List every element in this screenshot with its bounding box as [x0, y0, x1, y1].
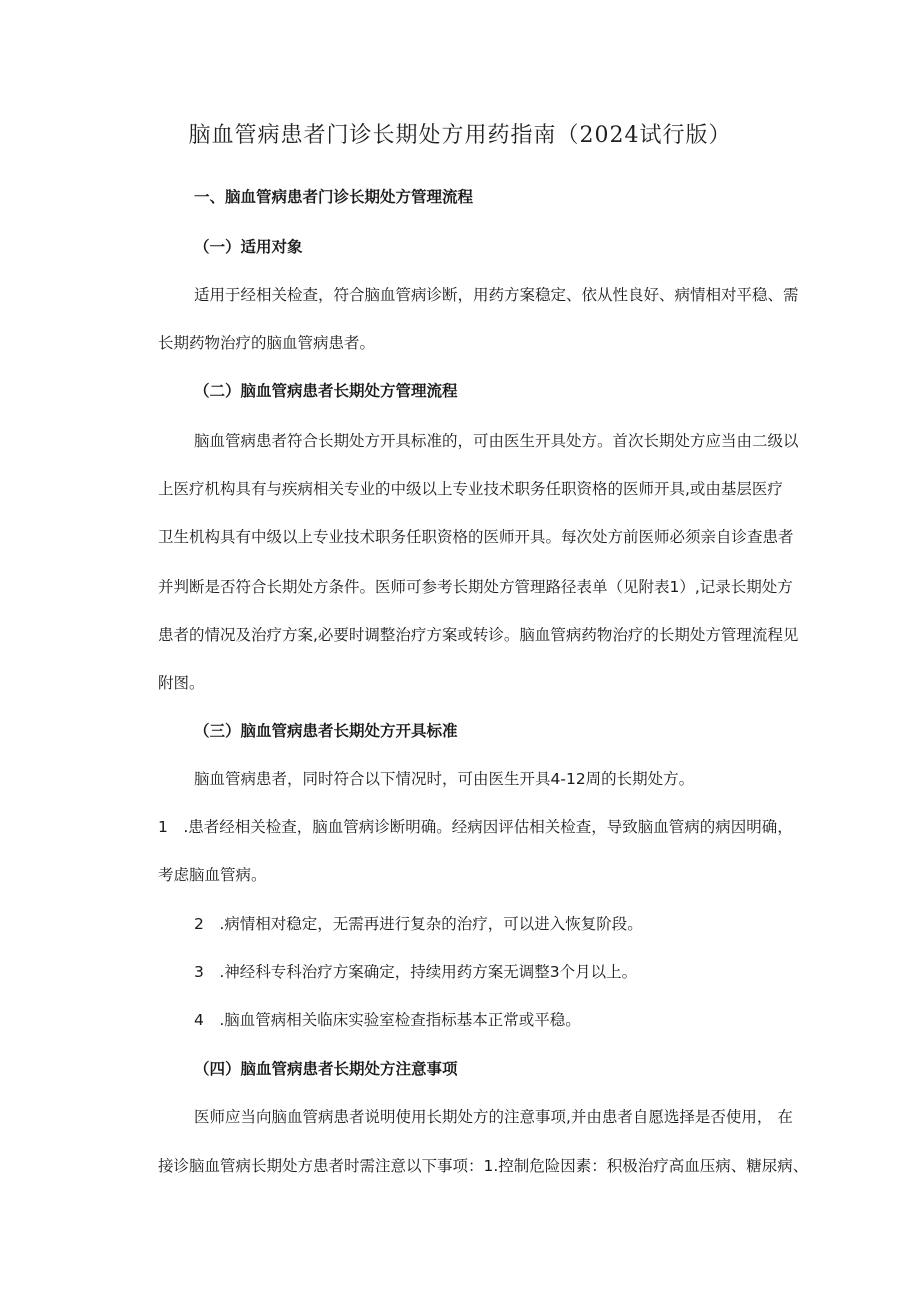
list-item-3: 3 .神经科专科治疗方案确定，持续用药方案无调整3个月以上。	[194, 963, 638, 981]
paragraph-line: 脑血管病患者符合长期处方开具标准的，可由医生开具处方。首次长期处方应当由二级以	[194, 432, 799, 450]
paragraph-line: 脑血管病患者，同时符合以下情况时，可由医生开具4-12周的长期处方。	[194, 770, 695, 788]
paragraph-line: 附图。	[158, 674, 205, 692]
list-item-1-continuation: 考虑脑血管病。	[158, 866, 267, 884]
paragraph-line: 卫生机构具有中级以上专业技术职务任职资格的医师开具。每次处方前医师必须亲自诊查患者	[158, 528, 794, 546]
paragraph-line: 长期药物治疗的脑血管病患者。	[158, 334, 376, 352]
document-title: 脑血管病患者门诊长期处方用药指南（2024试行版）	[188, 123, 732, 148]
subsection-heading-3: （三）脑血管病患者长期处方开具标准	[194, 722, 458, 740]
subsection-heading-1: （一）适用对象	[194, 238, 303, 256]
subsection-heading-4: （四）脑血管病患者长期处方注意事项	[194, 1060, 458, 1078]
paragraph-line: 接诊脑血管病长期处方患者时需注意以下事项：1.控制危险因素：积极治疗高血压病、糖尿病、	[158, 1157, 809, 1175]
paragraph-line: 上医疗机构具有与疾病相关专业的中级以上专业技术职务任职资格的医师开具,或由基层医疗	[158, 480, 783, 498]
list-item-1: 1 .患者经相关检查，脑血管病诊断明确。经病因评估相关检查，导致脑血管病的病因明确，	[158, 818, 793, 836]
paragraph-line: 适用于经相关检查，符合脑血管病诊断，用药方案稳定、依从性良好、病情相对平稳、需	[194, 286, 799, 304]
list-item-4: 4 .脑血管病相关临床实验室检查指标基本正常或平稳。	[194, 1011, 581, 1029]
section-heading-1: 一、脑血管病患者门诊长期处方管理流程	[194, 188, 474, 206]
list-item-2: 2 .病情相对稳定，无需再进行复杂的治疗，可以进入恢复阶段。	[194, 915, 643, 933]
paragraph-line: 医师应当向脑血管病患者说明使用长期处方的注意事项,并由患者自愿选择是否使用， 在	[194, 1108, 793, 1126]
subsection-heading-2: （二）脑血管病患者长期处方管理流程	[194, 382, 458, 400]
paragraph-line: 并判断是否符合长期处方条件。医师可参考长期处方管理路径表单（见附表1）,记录长期处方	[158, 578, 793, 596]
paragraph-line: 患者的情况及治疗方案,必要时调整治疗方案或转诊。脑血管病药物治疗的长期处方管理流程见	[158, 626, 799, 644]
